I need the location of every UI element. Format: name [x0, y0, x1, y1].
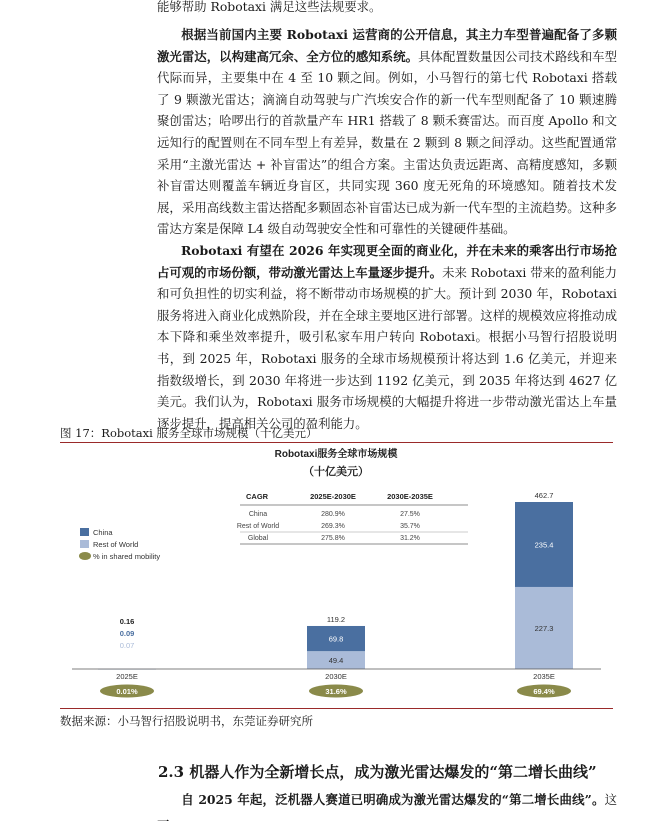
paragraph-text: 具体配置数量因公司技术路线和车型代际而异，主要集中在 4 至 10 颗之间。例如，小马智行的第七代 Robotaxi 搭载了 9 颗激光雷达；滴滴自动驾驶与广汽埃安合作的新一代车型则配备了 10 颗速腾聚创雷达；哈啰出行的首款量产车 HR1 搭载了 8 颗禾赛雷达。而百度 Apollo 和文远知行的配置则在不同车型上有差异，数量在 2 颗到 8 颗之间浮动。这些配置通常采用“主激光雷达 + 补盲雷达”的组合方案。主雷达负责远距离、高精度感知，多颗补盲雷达则覆盖车辆近身盲区，共同实现 360 度无死角的环境感知。随着技术发展，采用高线数主雷达搭配多颗固态补盲雷达已成为新一代车型的主流趋势。这种多雷达方案是保障 L4 级自动驾驶安全性和可靠性的关键硬件基础。 — [157, 49, 617, 237]
shared-mobility-label: 69.4% — [533, 687, 555, 696]
x-tick-label: 2035E — [533, 672, 555, 681]
cagr-cell: 275.8% — [321, 535, 345, 542]
cagr-row-label: Rest of World — [237, 523, 279, 530]
china-value-label: 0.09 — [120, 629, 135, 638]
x-tick-label: 2025E — [116, 672, 138, 681]
paragraph-0 — [157, 0, 617, 18]
cagr-row-label: China — [249, 511, 267, 518]
legend-label: China — [93, 528, 113, 537]
cagr-cell: 27.5% — [400, 511, 420, 518]
cagr-cell: 269.3% — [321, 523, 345, 530]
figure-source: 数据来源：小马智行招股说明书，东莞证券研究所 — [60, 713, 313, 729]
cagr-cell: 35.7% — [400, 523, 420, 530]
chart-subtitle: （十亿美元） — [303, 464, 369, 478]
paragraph-lead: Robotaxi 有望在 2026 年实现更全面的商业化，并在未来的乘客出行市场抢占可观的市场份额，带动激光雷达上车量逐步提升。 — [157, 243, 617, 280]
market-size-chart — [60, 443, 613, 707]
row-value-label: 0.07 — [120, 641, 135, 650]
section-heading: 2.3 机器人作为全新增长点，成为激光雷达爆发的“第二增长曲线” — [158, 761, 597, 782]
figure-bottom-rule — [60, 708, 613, 709]
china-value-label: 69.8 — [329, 635, 344, 644]
cagr-cell: 280.9% — [321, 511, 345, 518]
chart-title: Robotaxi服务全球市场规模 — [275, 447, 399, 460]
paragraph-1 — [157, 24, 617, 240]
cagr-cell: 31.2% — [400, 535, 420, 542]
row-value-label: 49.4 — [329, 656, 344, 665]
legend-swatch — [80, 540, 89, 548]
paragraph-3 — [157, 789, 617, 832]
paragraph-2 — [157, 240, 617, 434]
bar-total-label: 119.2 — [327, 615, 345, 624]
china-value-label: 235.4 — [535, 540, 554, 549]
shared-mobility-label: 0.01% — [116, 687, 138, 696]
paragraph-text: 能够帮助 Robotaxi 满足这些法规要求。 — [157, 0, 381, 14]
legend-label: % in shared mobility — [93, 552, 160, 561]
bar-total-label: 0.16 — [120, 617, 135, 626]
x-tick-label: 2030E — [325, 672, 347, 681]
cagr-header: 2025E-2030E — [310, 492, 356, 501]
paragraph-text: 未来 Robotaxi 带来的盈利能力和可负担性的切实利益，将不断带动市场规模的扩大。预计到 2030 年，Robotaxi 服务将进入商业化成熟阶段，并在全球主要地区进行部署。这样的规模效应将推动成本下降和乘坐效率提升，吸引私家车用户转向 Robotaxi。根据小马智行招股说明书，到 2025 年，Robotaxi 服务的全球市场规模预计将达到 1.6 亿美元，并迎来指数级增长，到 2030 年将进一步达到 1192 亿美元，到 2035 年将达到 4627 亿美元。我们认为，Robotaxi 服务市场规模的大幅提升将进一步带动激光雷达上车量逐步提升，提高相关公司的盈利能力。 — [157, 265, 617, 431]
shared-mobility-label: 31.6% — [325, 687, 347, 696]
paragraph-text: 这一 — [157, 792, 617, 829]
legend-label: Rest of World — [93, 540, 138, 549]
paragraph-lead: 根据当前国内主要 Robotaxi 运营商的公开信息，其主力车型普遍配备了多颗激光雷达，以构建高冗余、全方位的感知系统。 — [157, 27, 617, 64]
paragraph-lead: 自 2025 年起，泛机器人赛道已明确成为激光雷达爆发的“第二增长曲线”。 — [181, 792, 605, 807]
cagr-row-label: Global — [248, 535, 269, 542]
legend-swatch — [80, 528, 89, 536]
figure-caption: 图 17：Robotaxi 服务全球市场规模（十亿美元） — [60, 425, 317, 441]
cagr-header: CAGR — [246, 492, 269, 501]
cagr-header: 2030E-2035E — [387, 492, 433, 501]
row-value-label: 227.3 — [535, 624, 554, 633]
bar-total-label: 462.7 — [535, 491, 554, 500]
legend-swatch — [79, 552, 91, 560]
